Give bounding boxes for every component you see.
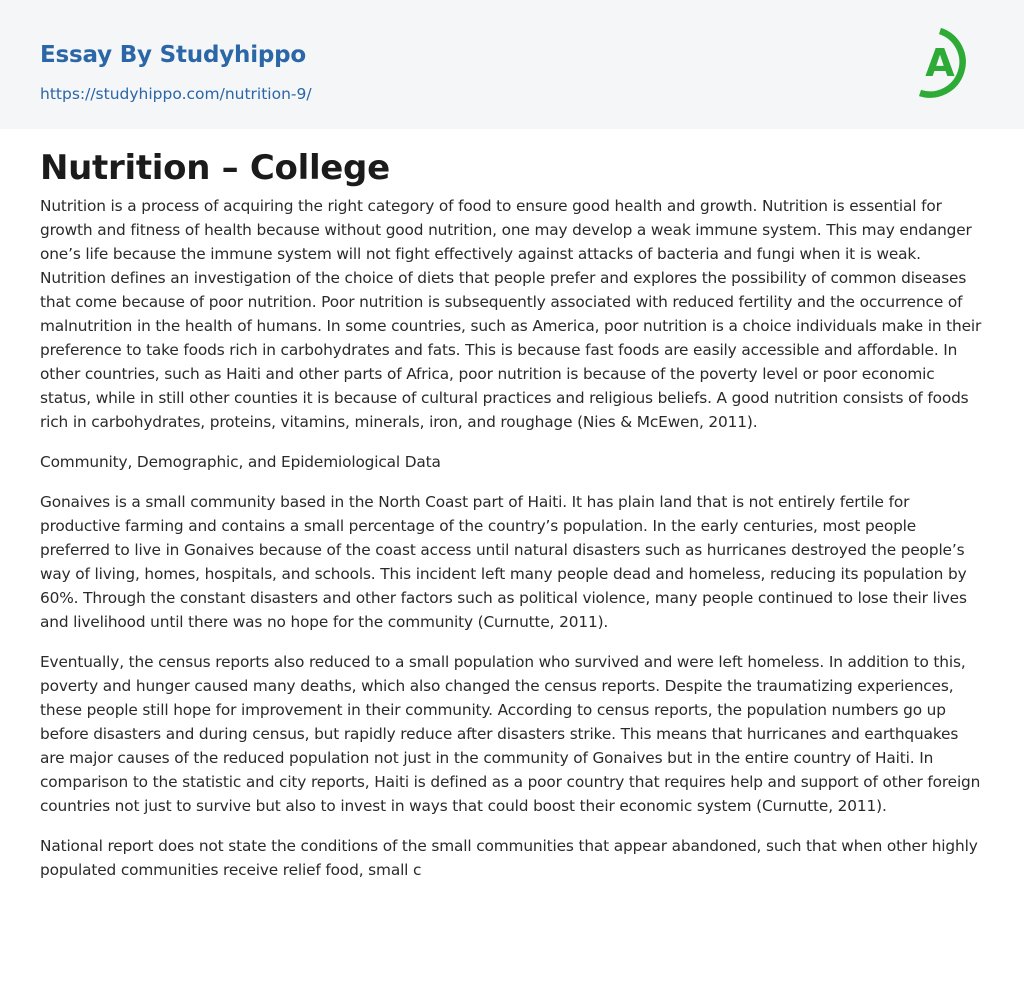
article-paragraph: Nutrition is a process of acquiring the right category of food to ensure good health and growth. Nutrition is essential for growth and fitness of health because without good nutrition, one may develop a weak immune system. This may endanger one’s life because the immune system will not fight effectively against attacks of bacteria and fungi when it is weak. Nutrition defines an investigation of the choice of diets that people prefer and explores the possibility of common diseases that come because of poor nutrition. Poor nutrition is subsequently associated with reduced fertility and the occurrence of malnutrition in the health of humans. In some countries, such as America, poor nutrition is a choice individuals make in their preference to take foods rich in carbohydrates and fats. This is because fast foods are easily accessible and affordable. In other countries, such as Haiti and other parts of Africa, poor nutrition is because of the poverty level or poor economic status, while in still other counties it is because of cultural practices and religious beliefs. A good nutrition consists of foods rich in carbohydrates, proteins, vitamins, minerals, iron, and roughage (Nies & McEwen, 2011). [40,197,982,431]
essay-url-link[interactable]: https://studyhippo.com/nutrition-9/ [40,85,312,103]
page-title: Nutrition – College [40,148,390,188]
site-header [0,0,1024,129]
article-paragraph: Gonaives is a small community based in the North Coast part of Haiti. It has plain land that is not entirely fertile for productive farming and contains a small percentage of the country’s population. In the early centuries, most people preferred to live in Gonaives because of the coast access until natural disasters such as hurricanes destroyed the people’s way of living, homes, hospitals, and schools. This incident left many people dead and homeless, reducing its population by 60%. Through the constant disasters and other factors such as political violence, many people continued to lose their lives and livelihood until there was no hope for the community (Curnutte, 2011). [40,493,967,631]
studyhippo-logo-icon[interactable] [912,19,986,105]
article-paragraph: National report does not state the conditions of the small communities that appear abandoned, such that when other highly populated communities receive relief food, small c [40,837,978,879]
section-heading: Community, Demographic, and Epidemiological Data [40,453,441,471]
site-brand[interactable]: Essay By Studyhippo [40,42,307,68]
article [40,146,986,898]
article-paragraph: Eventually, the census reports also reduced to a small population who survived and were left homeless. In addition to this, poverty and hunger caused many deaths, which also changed the census reports. Despite the traumatizing experiences, these people still hope for improvement in their community. According to census reports, the population numbers go up before disasters and during census, but rapidly reduce after disasters strike. This means that hurricanes and earthquakes are major causes of the reduced population not just in the community of Gonaives but in the entire country of Haiti. In comparison to the statistic and city reports, Haiti is defined as a poor country that requires help and support of other foreign countries not just to survive but also to invest in ways that could boost their economic system (Curnutte, 2011). [40,653,981,815]
logo-letter: A [925,41,955,85]
